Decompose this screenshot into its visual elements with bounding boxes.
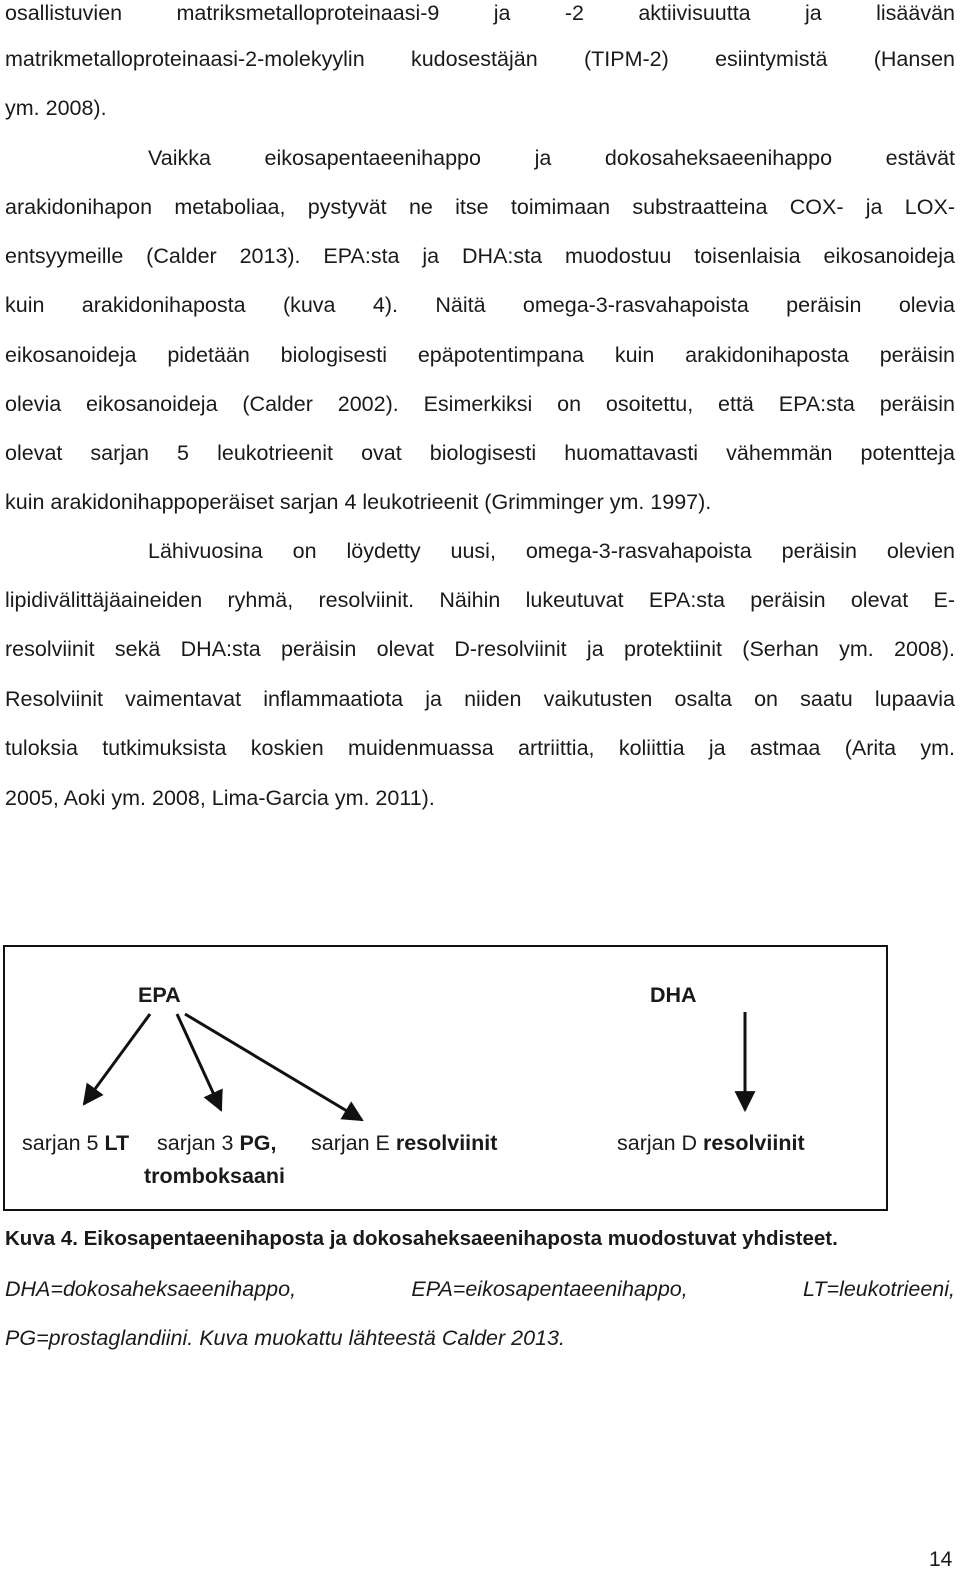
body-line: resolviinit sekä DHA:sta peräisin olevat D-resolviinit ja protektiinit (Serhan ym. 2008). [5,637,955,661]
arrow-epa-to-pg [177,1014,221,1110]
body-line: eikosanoideja pidetään biologisesti epäpotentimpana kuin arakidonihaposta peräisin [5,343,955,367]
dha-label: DHA [650,983,697,1007]
body-line: Lähivuosina on löydetty uusi, omega-3-rasvahapoista peräisin olevien [148,539,955,563]
body-line: ym. 2008). [5,96,107,120]
body-line: Vaikka eikosapentaeenihappo ja dokosaheksaeenihappo estävät [148,146,955,170]
body-line: Resolviinit vaimentavat inflammaatiota ja niiden vaikutusten osalta on saatu lupaavia [5,687,955,711]
lt-series-label [22,1130,129,1156]
arrow-epa-to-lt [84,1014,150,1104]
body-line: olevat sarjan 5 leukotrieenit ovat biologisesti huomattavasti vähemmän potentteja [5,441,955,465]
figure-caption-source: PG=prostaglandiini. Kuva muokattu lähteestä Calder 2013. [5,1326,565,1350]
body-line: lipidivälittäjäaineiden ryhmä, resolviinit. Näihin lukeutuvat EPA:sta peräisin olevat E- [5,588,955,612]
e-prefix: sarjan E [311,1131,396,1155]
pg-bold: PG, [239,1131,277,1155]
body-line: kuin arakidonihappoperäiset sarjan 4 leukotrieenit (Grimminger ym. 1997). [5,490,712,514]
figure-caption-abbrev: DHA=dokosaheksaeenihappo, EPA=eikosapentaeenihappo, LT=leukotrieeni, [5,1277,955,1301]
body-line: entsyymeille (Calder 2013). EPA:sta ja DHA:sta muodostuu toisenlaisia eikosanoideja [5,244,955,268]
d-prefix: sarjan D [617,1131,704,1155]
e-bold: resolviinit [395,1131,498,1155]
body-line: kuin arakidonihaposta (kuva 4). Näitä omega-3-rasvahapoista peräisin olevia [5,293,955,317]
epa-label: EPA [138,983,181,1007]
figure-caption-title: Kuva 4. Eikosapentaeenihaposta ja dokosaheksaeenihaposta muodostuvat yhdisteet. [5,1227,838,1250]
pg-prefix: sarjan 3 [157,1131,240,1155]
lt-bold: LT [104,1131,130,1155]
body-line: arakidonihapon metaboliaa, pystyvät ne itse toimimaan substraatteina COX- ja LOX- [5,195,955,219]
arrow-epa-to-e-resolvins [185,1014,362,1120]
body-line: matrikmetalloproteinaasi-2-molekyylin kudosestäjän (TIPM-2) esiintymistä (Hansen [5,47,955,71]
body-line: 2005, Aoki ym. 2008, Lima-Garcia ym. 2011). [5,786,435,810]
thromboxane-label: tromboksaani [144,1164,285,1188]
figure-diagram-box [3,945,888,1211]
d-resolvins-label [617,1130,805,1156]
page-number: 14 [929,1548,953,1571]
lt-prefix: sarjan 5 [22,1131,105,1155]
body-line: osallistuvien matriksmetalloproteinaasi-9 ja -2 aktiivisuutta ja lisäävän [5,1,955,25]
body-line: olevia eikosanoideja (Calder 2002). Esimerkiksi on osoitettu, että EPA:sta peräisin [5,392,955,416]
body-line: tuloksia tutkimuksista koskien muidenmuassa artriittia, koliittia ja astmaa (Arita ym. [5,736,955,760]
pg-series-label [157,1130,277,1156]
d-bold: resolviinit [703,1131,805,1155]
e-resolvins-label [311,1130,497,1156]
